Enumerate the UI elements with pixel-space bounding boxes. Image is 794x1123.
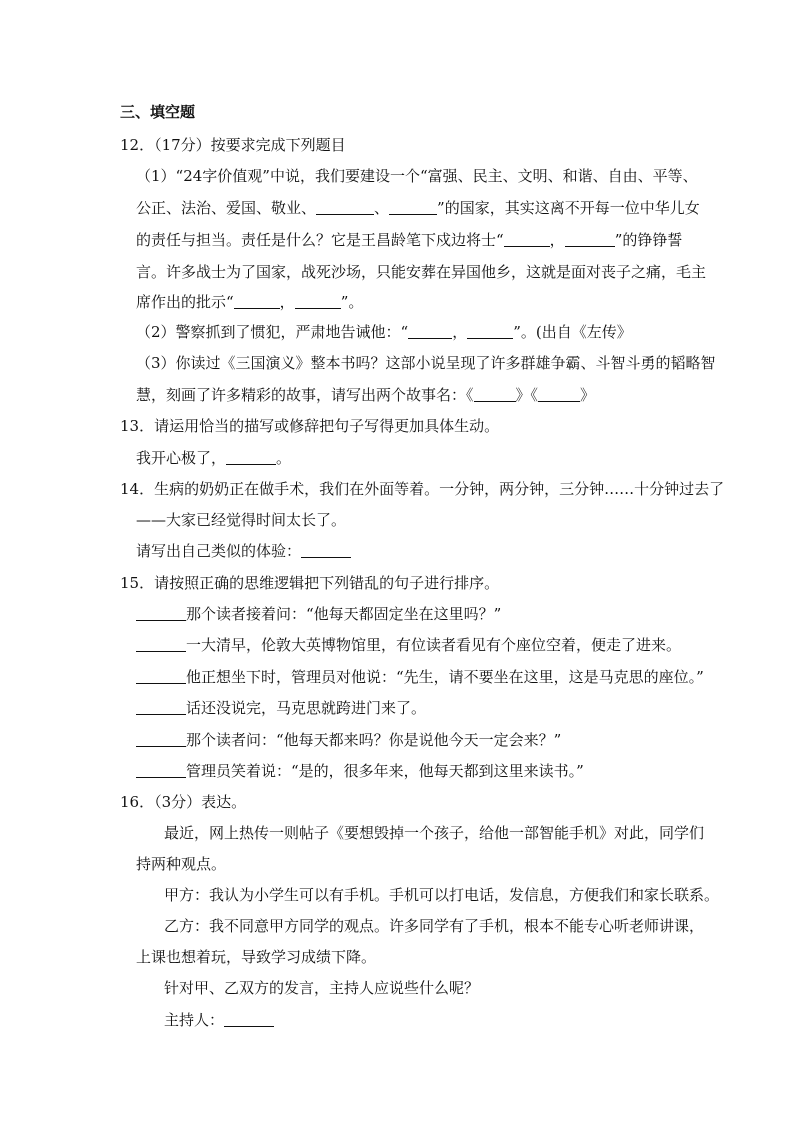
q13-line xyxy=(136,448,291,468)
q12-p3-text-b: 》《 xyxy=(515,386,539,404)
q15-header: 15．请按照正确的思维逻辑把下列错乱的句子进行排序。 xyxy=(120,574,500,592)
q12-p1-text-a: 公正、法治、爱国、敬业、 xyxy=(136,199,317,217)
q12-p1-text-e: ， xyxy=(549,231,565,249)
q13-text-a: 我开心极了， xyxy=(136,449,227,467)
q16-line: 持两种观点。 xyxy=(136,855,227,873)
q14-prompt-line xyxy=(136,541,351,561)
q15-item xyxy=(136,635,681,655)
q16-host-line xyxy=(164,1010,274,1030)
q15-item xyxy=(136,730,561,750)
answer-blank[interactable] xyxy=(467,324,513,339)
q13-text-b: 。 xyxy=(276,449,292,467)
answer-blank[interactable] xyxy=(234,294,280,309)
q16-line: 上课也想着玩，导致学习成绩下降。 xyxy=(136,948,377,966)
section-title: 三、填空题 xyxy=(120,103,196,121)
q12-p3-line1: （3）你读过《三国演义》整本书吗？这部小说呈现了许多群雄争霸、斗智斗勇的韬略智 xyxy=(136,354,716,372)
q12-p1-line2 xyxy=(136,198,700,218)
q16-header: 16．（3分）表达。 xyxy=(120,793,247,811)
order-blank[interactable] xyxy=(136,700,186,715)
q16-line: 甲方：我认为小学生可以有手机。手机可以打电话，发信息，方便我们和家长联系。 xyxy=(164,886,720,904)
q12-p1-text-f: ”的铮铮誓 xyxy=(614,231,683,249)
q15-item-text: 那个读者问：“他每天都来吗？你是说他今天一定会来？” xyxy=(186,731,562,749)
order-blank[interactable] xyxy=(136,669,186,684)
q12-p1-text-g: 席作出的批示“ xyxy=(136,293,234,311)
q13-header: 13．请运用恰当的描写或修辞把句子写得更加具体生动。 xyxy=(120,417,500,435)
answer-blank[interactable] xyxy=(565,232,615,247)
q14-prompt: 请写出自己类似的体验： xyxy=(136,542,302,560)
q12-p3-text-c: 》 xyxy=(580,386,596,404)
order-blank[interactable] xyxy=(136,637,186,652)
q15-item xyxy=(136,761,584,781)
answer-blank[interactable] xyxy=(295,294,341,309)
q12-p1-line1: （1）“24字价值观”中说，我们要建设一个“富强、民主、文明、和谐、自由、平等、 xyxy=(136,167,698,185)
q12-p1-line3 xyxy=(136,230,682,250)
q15-item-text: 一大清早，伦敦大英博物馆里，有位读者看见有个座位空着，便走了进来。 xyxy=(186,636,682,654)
q12-p1-text-h: ， xyxy=(279,293,295,311)
q15-item-text: 那个读者接着问：“他每天都固定坐在这里吗？” xyxy=(186,605,502,623)
q15-item xyxy=(136,698,426,718)
q16-line: 最近，网上热传一则帖子《要想毁掉一个孩子，给他一部智能手机》对此，同学们 xyxy=(164,824,705,842)
answer-blank[interactable] xyxy=(226,450,276,465)
q12-p1-text-b: 、 xyxy=(374,199,390,217)
q14-header: 14．生病的奶奶正在做手术，我们在外面等着。一分钟，两分钟，三分钟……十分钟过去了 xyxy=(120,480,725,498)
q16-line: 针对甲、乙双方的发言，主持人应说些什么呢？ xyxy=(164,979,480,997)
q12-header: 12．（17分）按要求完成下列题目 xyxy=(120,136,346,154)
q12-p1-text-c: ”的国家，其实这离不开每一位中华儿女 xyxy=(437,199,700,217)
q12-p2-text-a: （2）警察抓到了惯犯，严肃地告诫他：“ xyxy=(136,323,409,341)
order-blank[interactable] xyxy=(136,732,186,747)
answer-blank[interactable] xyxy=(316,200,374,215)
q15-item xyxy=(136,667,704,687)
order-blank[interactable] xyxy=(136,763,186,778)
q12-p3-line2 xyxy=(136,385,595,405)
answer-blank[interactable] xyxy=(474,387,516,402)
answer-blank[interactable] xyxy=(389,200,437,215)
q12-p1-line4: 言。许多战士为了国家，战死沙场，只能安葬在异国他乡，这就是面对丧子之痛，毛主 xyxy=(136,263,707,281)
q16-line: 乙方：我不同意甲方同学的观点。许多同学有了手机，根本不能专心听老师讲课， xyxy=(164,917,705,935)
q15-item xyxy=(136,604,501,624)
q12-p1-line5 xyxy=(136,292,363,312)
q15-item-text: 管理员笑着说：“是的，很多年来，他每天都到这里来读书。” xyxy=(186,762,584,780)
answer-blank[interactable] xyxy=(224,1012,274,1027)
q12-p2-text-b: ， xyxy=(452,323,468,341)
q12-p2-text-c: ”。(出自《左传》 xyxy=(513,323,632,341)
q14-line2: ——大家已经觉得时间太长了。 xyxy=(136,511,347,529)
q16-host-label: 主持人： xyxy=(164,1011,225,1029)
q12-p2-line xyxy=(136,322,632,342)
answer-blank[interactable] xyxy=(538,387,580,402)
q12-p1-text-d: 的责任与担当。责任是什么？它是王昌龄笔下戍边将士“ xyxy=(136,231,504,249)
q15-item-text: 话还没说完，马克思就跨进门来了。 xyxy=(186,699,427,717)
answer-blank[interactable] xyxy=(301,543,351,558)
answer-blank[interactable] xyxy=(408,324,452,339)
q15-item-text: 他正想坐下时，管理员对他说：“先生，请不要坐在这里，这是马克思的座位。” xyxy=(186,668,704,686)
q12-p1-text-i: ”。 xyxy=(340,293,364,311)
answer-blank[interactable] xyxy=(504,232,550,247)
q12-p3-text-a: 慧，刻画了许多精彩的故事，请写出两个故事名：《 xyxy=(136,386,474,404)
order-blank[interactable] xyxy=(136,606,186,621)
